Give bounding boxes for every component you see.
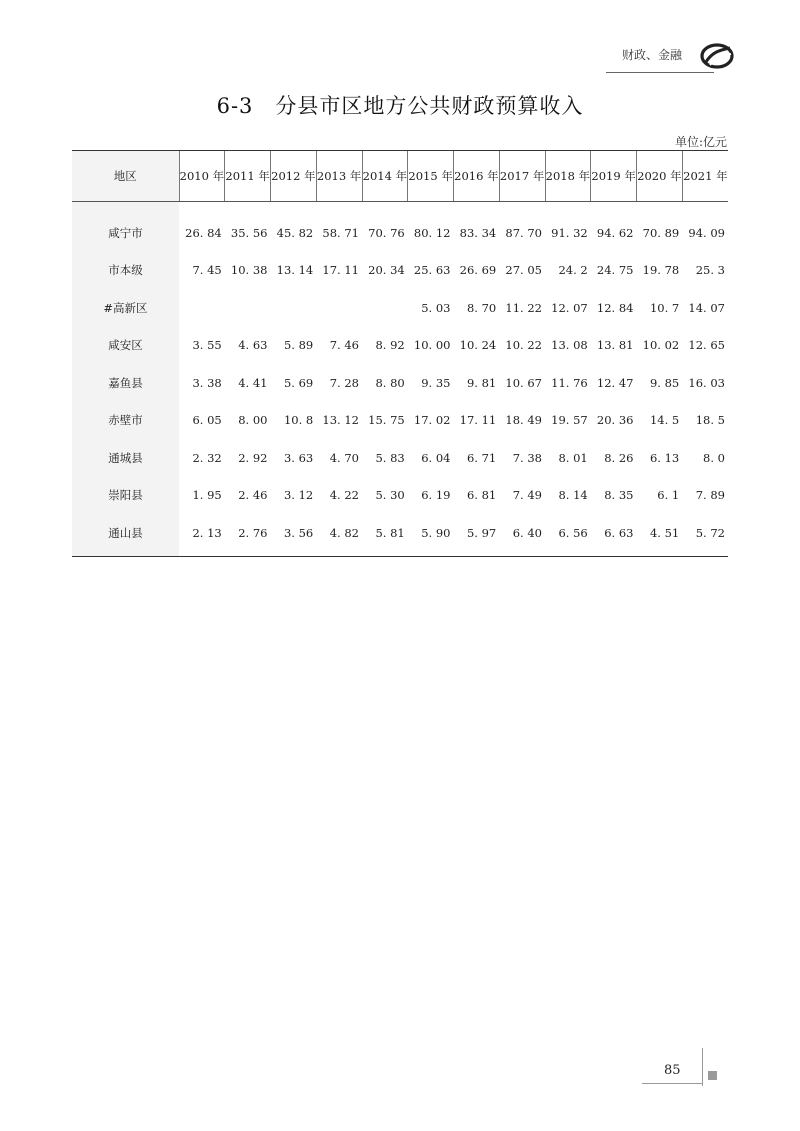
value-cell: 12. 84 [596, 300, 634, 315]
value-cell: 3. 56 [271, 514, 317, 556]
page-title: 6-3 分县市区地方公共财政预算收入 [216, 94, 584, 118]
value-cell: 7. 46 [329, 338, 359, 353]
value-cell: 8. 01 [558, 450, 588, 465]
value-cell [225, 289, 271, 327]
year-column-header: 2017 年 [499, 151, 545, 202]
value-cell: 4. 41 [238, 375, 268, 390]
footer-rule-horizontal [642, 1083, 702, 1084]
value-cell: 7. 28 [329, 375, 359, 390]
region-column-header: 地区 [72, 151, 179, 202]
value-cell: 7. 49 [512, 488, 542, 503]
value-cell: 3. 38 [192, 375, 222, 390]
value-cell: 4. 22 [329, 488, 359, 503]
value-cell: 6. 05 [192, 413, 222, 428]
value-cell: 17. 02 [413, 413, 451, 428]
value-cell: 26. 84 [185, 225, 222, 240]
value-cell: 9. 35 [421, 375, 451, 390]
value-cell: 13. 81 [596, 338, 634, 353]
value-cell: 25. 63 [413, 263, 451, 278]
value-cell: 94. 09 [688, 225, 725, 240]
value-cell: 4. 70 [329, 450, 359, 465]
value-cell: 11. 22 [505, 300, 542, 315]
region-cell: 咸安区 [72, 327, 179, 365]
table-row [72, 514, 728, 556]
value-cell: 3. 12 [283, 488, 314, 503]
year-column-header: 2014 年 [362, 151, 408, 202]
table-row [72, 202, 728, 252]
region-cell: 嘉鱼县 [72, 364, 179, 402]
value-cell [362, 289, 408, 327]
value-cell: 24. 75 [596, 263, 634, 278]
value-cell: 13. 08 [551, 338, 588, 353]
year-column-header: 2011 年 [225, 151, 271, 202]
value-cell: 24. 2 [558, 263, 588, 278]
value-cell: 8. 00 [238, 413, 268, 428]
value-cell: 20. 34 [368, 263, 405, 278]
value-cell: 6. 56 [545, 514, 591, 556]
year-column-header: 2015 年 [408, 151, 454, 202]
footer-square-icon [708, 1071, 717, 1080]
value-cell: 12. 65 [688, 338, 725, 353]
data-table [72, 150, 728, 557]
value-cell: 12. 47 [596, 375, 634, 390]
value-cell: 27. 05 [505, 263, 542, 278]
value-cell: 17. 11 [322, 263, 359, 278]
value-cell: 6. 1 [657, 488, 680, 503]
region-cell: 赤壁市 [72, 402, 179, 440]
value-cell: 2. 92 [238, 450, 268, 465]
value-cell: 7. 38 [512, 450, 542, 465]
region-cell: 咸宁市 [72, 202, 179, 252]
value-cell: 5. 89 [283, 338, 314, 353]
value-cell: 6. 63 [591, 514, 637, 556]
value-cell: 10. 24 [459, 338, 497, 353]
value-cell: 8. 70 [466, 300, 497, 315]
value-cell: 4. 51 [637, 514, 683, 556]
value-cell: 10. 67 [505, 375, 542, 390]
year-column-header: 2021 年 [682, 151, 728, 202]
value-cell: 18. 5 [695, 413, 725, 428]
value-cell: 25. 3 [695, 263, 725, 278]
value-cell: 8. 80 [375, 375, 405, 390]
value-cell: 5. 90 [408, 514, 454, 556]
value-cell: 2. 76 [225, 514, 271, 556]
value-cell: 17. 11 [459, 413, 497, 428]
value-cell: 5. 72 [682, 514, 728, 556]
table-body [72, 202, 728, 557]
footer-rule-vertical [702, 1048, 703, 1086]
value-cell: 6. 13 [649, 450, 680, 465]
value-cell: 18. 49 [505, 413, 542, 428]
value-cell: 6. 19 [421, 488, 451, 503]
value-cell: 10. 7 [649, 300, 680, 315]
value-cell: 9. 81 [466, 375, 497, 390]
value-cell: 70. 89 [642, 225, 680, 240]
year-column-header: 2013 年 [316, 151, 362, 202]
region-cell: 市本级 [72, 252, 179, 290]
value-cell: 3. 55 [192, 338, 222, 353]
value-cell: 12. 07 [551, 300, 588, 315]
value-cell: 3. 63 [283, 450, 314, 465]
value-cell: 19. 57 [551, 413, 588, 428]
region-cell: 崇阳县 [72, 477, 179, 515]
header-rule [606, 72, 714, 73]
value-cell: 15. 75 [368, 413, 405, 428]
year-column-header: 2016 年 [454, 151, 500, 202]
value-cell: 5. 81 [362, 514, 408, 556]
value-cell: 19. 78 [642, 263, 680, 278]
value-cell: 20. 36 [596, 413, 634, 428]
value-cell: 10. 22 [505, 338, 542, 353]
value-cell: 5. 30 [375, 488, 405, 503]
value-cell: 16. 03 [688, 375, 725, 390]
year-column-header: 2018 年 [545, 151, 591, 202]
value-cell: 45. 82 [276, 225, 314, 240]
region-cell: 通城县 [72, 439, 179, 477]
table-row [72, 439, 728, 477]
value-cell: 87. 70 [505, 225, 542, 240]
value-cell: 10. 00 [413, 338, 451, 353]
revenue-table [72, 150, 728, 557]
table-header-row [72, 151, 728, 202]
value-cell [271, 289, 317, 327]
value-cell: 6. 40 [499, 514, 545, 556]
value-cell: 6. 81 [466, 488, 497, 503]
value-cell: 2. 32 [192, 450, 222, 465]
year-column-header: 2020 年 [637, 151, 683, 202]
value-cell: 8. 35 [604, 488, 634, 503]
value-cell: 14. 07 [688, 300, 725, 315]
value-cell: 83. 34 [459, 225, 497, 240]
value-cell: 91. 32 [551, 225, 588, 240]
year-column-header: 2019 年 [591, 151, 637, 202]
value-cell: 5. 97 [454, 514, 500, 556]
value-cell: 6. 71 [466, 450, 497, 465]
table-row [72, 402, 728, 440]
value-cell: 8. 26 [604, 450, 634, 465]
value-cell: 10. 38 [230, 263, 268, 278]
value-cell: 4. 82 [316, 514, 362, 556]
value-cell: 14. 5 [649, 413, 680, 428]
value-cell: 5. 03 [421, 300, 451, 315]
value-cell: 10. 02 [642, 338, 680, 353]
value-cell: 7. 45 [192, 263, 222, 278]
table-row [72, 289, 728, 327]
value-cell: 7. 89 [695, 488, 725, 503]
table-row [72, 327, 728, 365]
value-cell [179, 289, 225, 327]
year-column-header: 2012 年 [271, 151, 317, 202]
value-cell: 13. 14 [276, 263, 314, 278]
value-cell: 11. 76 [551, 375, 588, 390]
year-column-header: 2010 年 [179, 151, 225, 202]
value-cell: 8. 0 [703, 450, 725, 465]
table-row [72, 477, 728, 515]
value-cell: 13. 12 [322, 413, 359, 428]
value-cell: 70. 76 [368, 225, 405, 240]
value-cell: 35. 56 [230, 225, 268, 240]
value-cell: 1. 95 [192, 488, 222, 503]
value-cell: 8. 14 [558, 488, 588, 503]
region-cell: 通山县 [72, 514, 179, 556]
value-cell: 58. 71 [322, 225, 359, 240]
value-cell: 80. 12 [413, 225, 451, 240]
value-cell: 8. 92 [375, 338, 405, 353]
region-cell: #高新区 [72, 289, 179, 327]
value-cell: 2. 46 [238, 488, 268, 503]
table-row [72, 252, 728, 290]
value-cell: 26. 69 [459, 263, 497, 278]
value-cell: 6. 04 [421, 450, 451, 465]
value-cell: 5. 69 [283, 375, 314, 390]
section-header: 财政、金融 [621, 48, 682, 62]
value-cell: 94. 62 [596, 225, 634, 240]
table-row [72, 364, 728, 402]
stylized-emblem-icon [700, 42, 734, 70]
value-cell: 5. 83 [375, 450, 405, 465]
page-number: 85 [664, 1063, 681, 1078]
value-cell: 9. 85 [649, 375, 680, 390]
value-cell: 2. 13 [179, 514, 225, 556]
unit-label: 单位:亿元 [674, 135, 727, 149]
value-cell [316, 289, 362, 327]
value-cell: 10. 8 [283, 413, 314, 428]
value-cell: 4. 63 [238, 338, 268, 353]
